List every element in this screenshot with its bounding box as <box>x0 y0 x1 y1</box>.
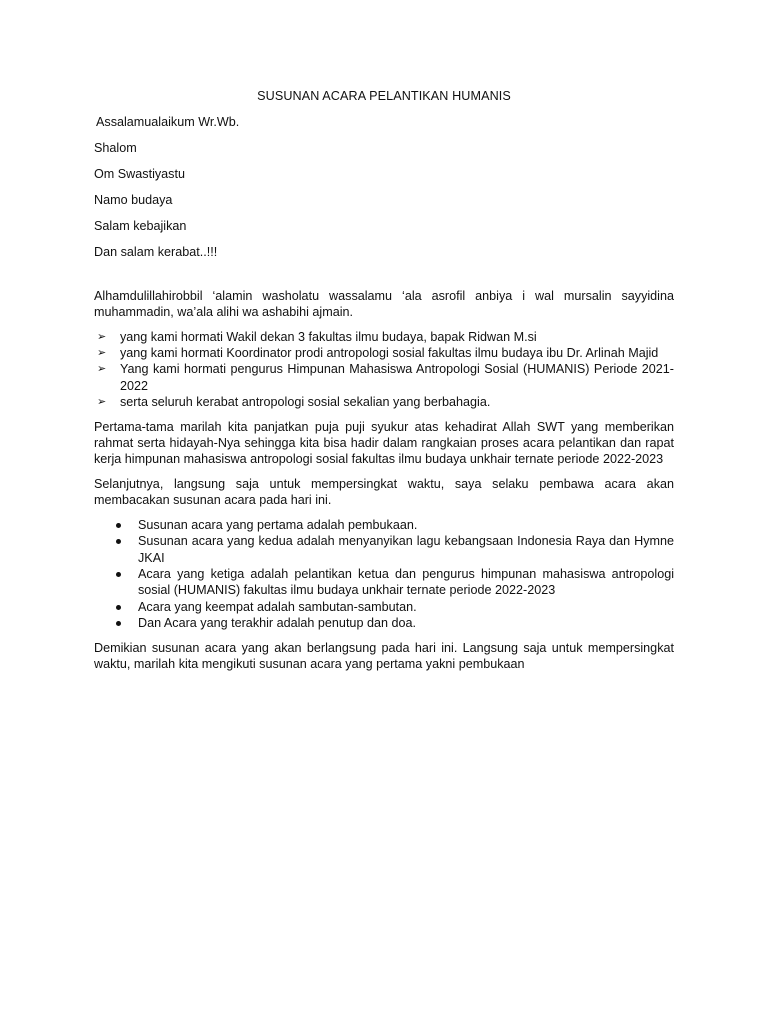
greeting-shalom: Shalom <box>94 141 137 156</box>
list-item-text: Acara yang keempat adalah sambutan-sambutan. <box>138 599 417 614</box>
opening-paragraph: Alhamdulillahirobbil ‘alamin washolatu wassalamu ‘ala asrofil anbiya i wal mursalin sayyidina muhammadin, wa’ala alihi wa ashabihi ajmain. <box>94 288 674 320</box>
document-title: SUSUNAN ACARA PELANTIKAN HUMANIS <box>257 89 511 103</box>
round-bullet-icon <box>116 605 121 610</box>
list-item <box>94 329 674 345</box>
arrowhead-bullet-icon: ➢ <box>97 396 107 409</box>
closing-paragraph: Demikian susunan acara yang akan berlangsung pada hari ini. Langsung saja untuk mempersingkat waktu, marilah kita mengikuti susunan acara yang pertama yakni pembukaan <box>94 640 674 671</box>
list-item <box>94 345 674 361</box>
list-item <box>94 599 674 615</box>
greeting-om-swastiyastu: Om Swastiyastu <box>94 167 185 182</box>
gratitude-paragraph: Pertama-tama marilah kita panjatkan puja puji syukur atas kehadirat Allah SWT yang memberikan rahmat serta hidayah-Nya sehingga kita bisa hadir dalam rangkaian proses acara pelantikan dan rapat kerja himpunan mahasiswa antropologi sosial fakultas ilmu budaya unkhair ternate periode 2022-2023 <box>94 419 674 467</box>
list-item <box>94 361 674 394</box>
agenda-list <box>94 517 674 632</box>
round-bullet-icon <box>116 572 121 577</box>
greeting-salam-kebajikan: Salam kebajikan <box>94 219 187 234</box>
list-item-text: Susunan acara yang kedua adalah menyanyikan lagu kebangsaan Indonesia Raya dan Hymne JKAI <box>138 534 674 565</box>
list-item <box>94 517 674 533</box>
list-item <box>94 615 674 631</box>
list-item-text: Acara yang ketiga adalah pelantikan ketua dan pengurus himpunan mahasiswa antropologi sosial (HUMANIS) fakultas ilmu budaya unkhair ternate periode 2022-2023 <box>138 566 674 598</box>
list-item-text: yang kami hormati Koordinator prodi antropologi sosial fakultas ilmu budaya ibu Dr. Arlinah Majid <box>120 346 659 361</box>
list-item <box>94 533 674 566</box>
round-bullet-icon <box>116 621 121 626</box>
respects-list <box>94 329 674 411</box>
list-item-text: serta seluruh kerabat antropologi sosial sekalian yang berbahagia. <box>120 395 491 410</box>
next-paragraph: Selanjutnya, langsung saja untuk mempersingkat waktu, saya selaku pembawa acara akan membacakan susunan acara pada hari ini. <box>94 476 674 508</box>
list-item <box>94 394 674 410</box>
greeting-assalamualaikum: Assalamualaikum Wr.Wb. <box>96 115 240 130</box>
greeting-namo-budaya: Namo budaya <box>94 193 173 208</box>
document-page <box>94 88 674 680</box>
arrowhead-bullet-icon: ➢ <box>97 347 107 360</box>
list-item-text: yang kami hormati Wakil dekan 3 fakultas ilmu budaya, bapak Ridwan M.si <box>120 329 537 344</box>
round-bullet-icon <box>116 523 121 528</box>
list-item-text: Susunan acara yang pertama adalah pembukaan. <box>138 517 418 532</box>
round-bullet-icon <box>116 539 121 544</box>
arrowhead-bullet-icon: ➢ <box>97 363 107 376</box>
list-item-text: Yang kami hormati pengurus Himpunan Mahasiswa Antropologi Sosial (HUMANIS) Periode 2021-2022 <box>120 362 674 393</box>
greeting-salam-kerabat: Dan salam kerabat..!!! <box>94 245 218 260</box>
arrowhead-bullet-icon: ➢ <box>97 330 107 343</box>
list-item <box>94 566 674 599</box>
list-item-text: Dan Acara yang terakhir adalah penutup dan doa. <box>138 616 416 631</box>
